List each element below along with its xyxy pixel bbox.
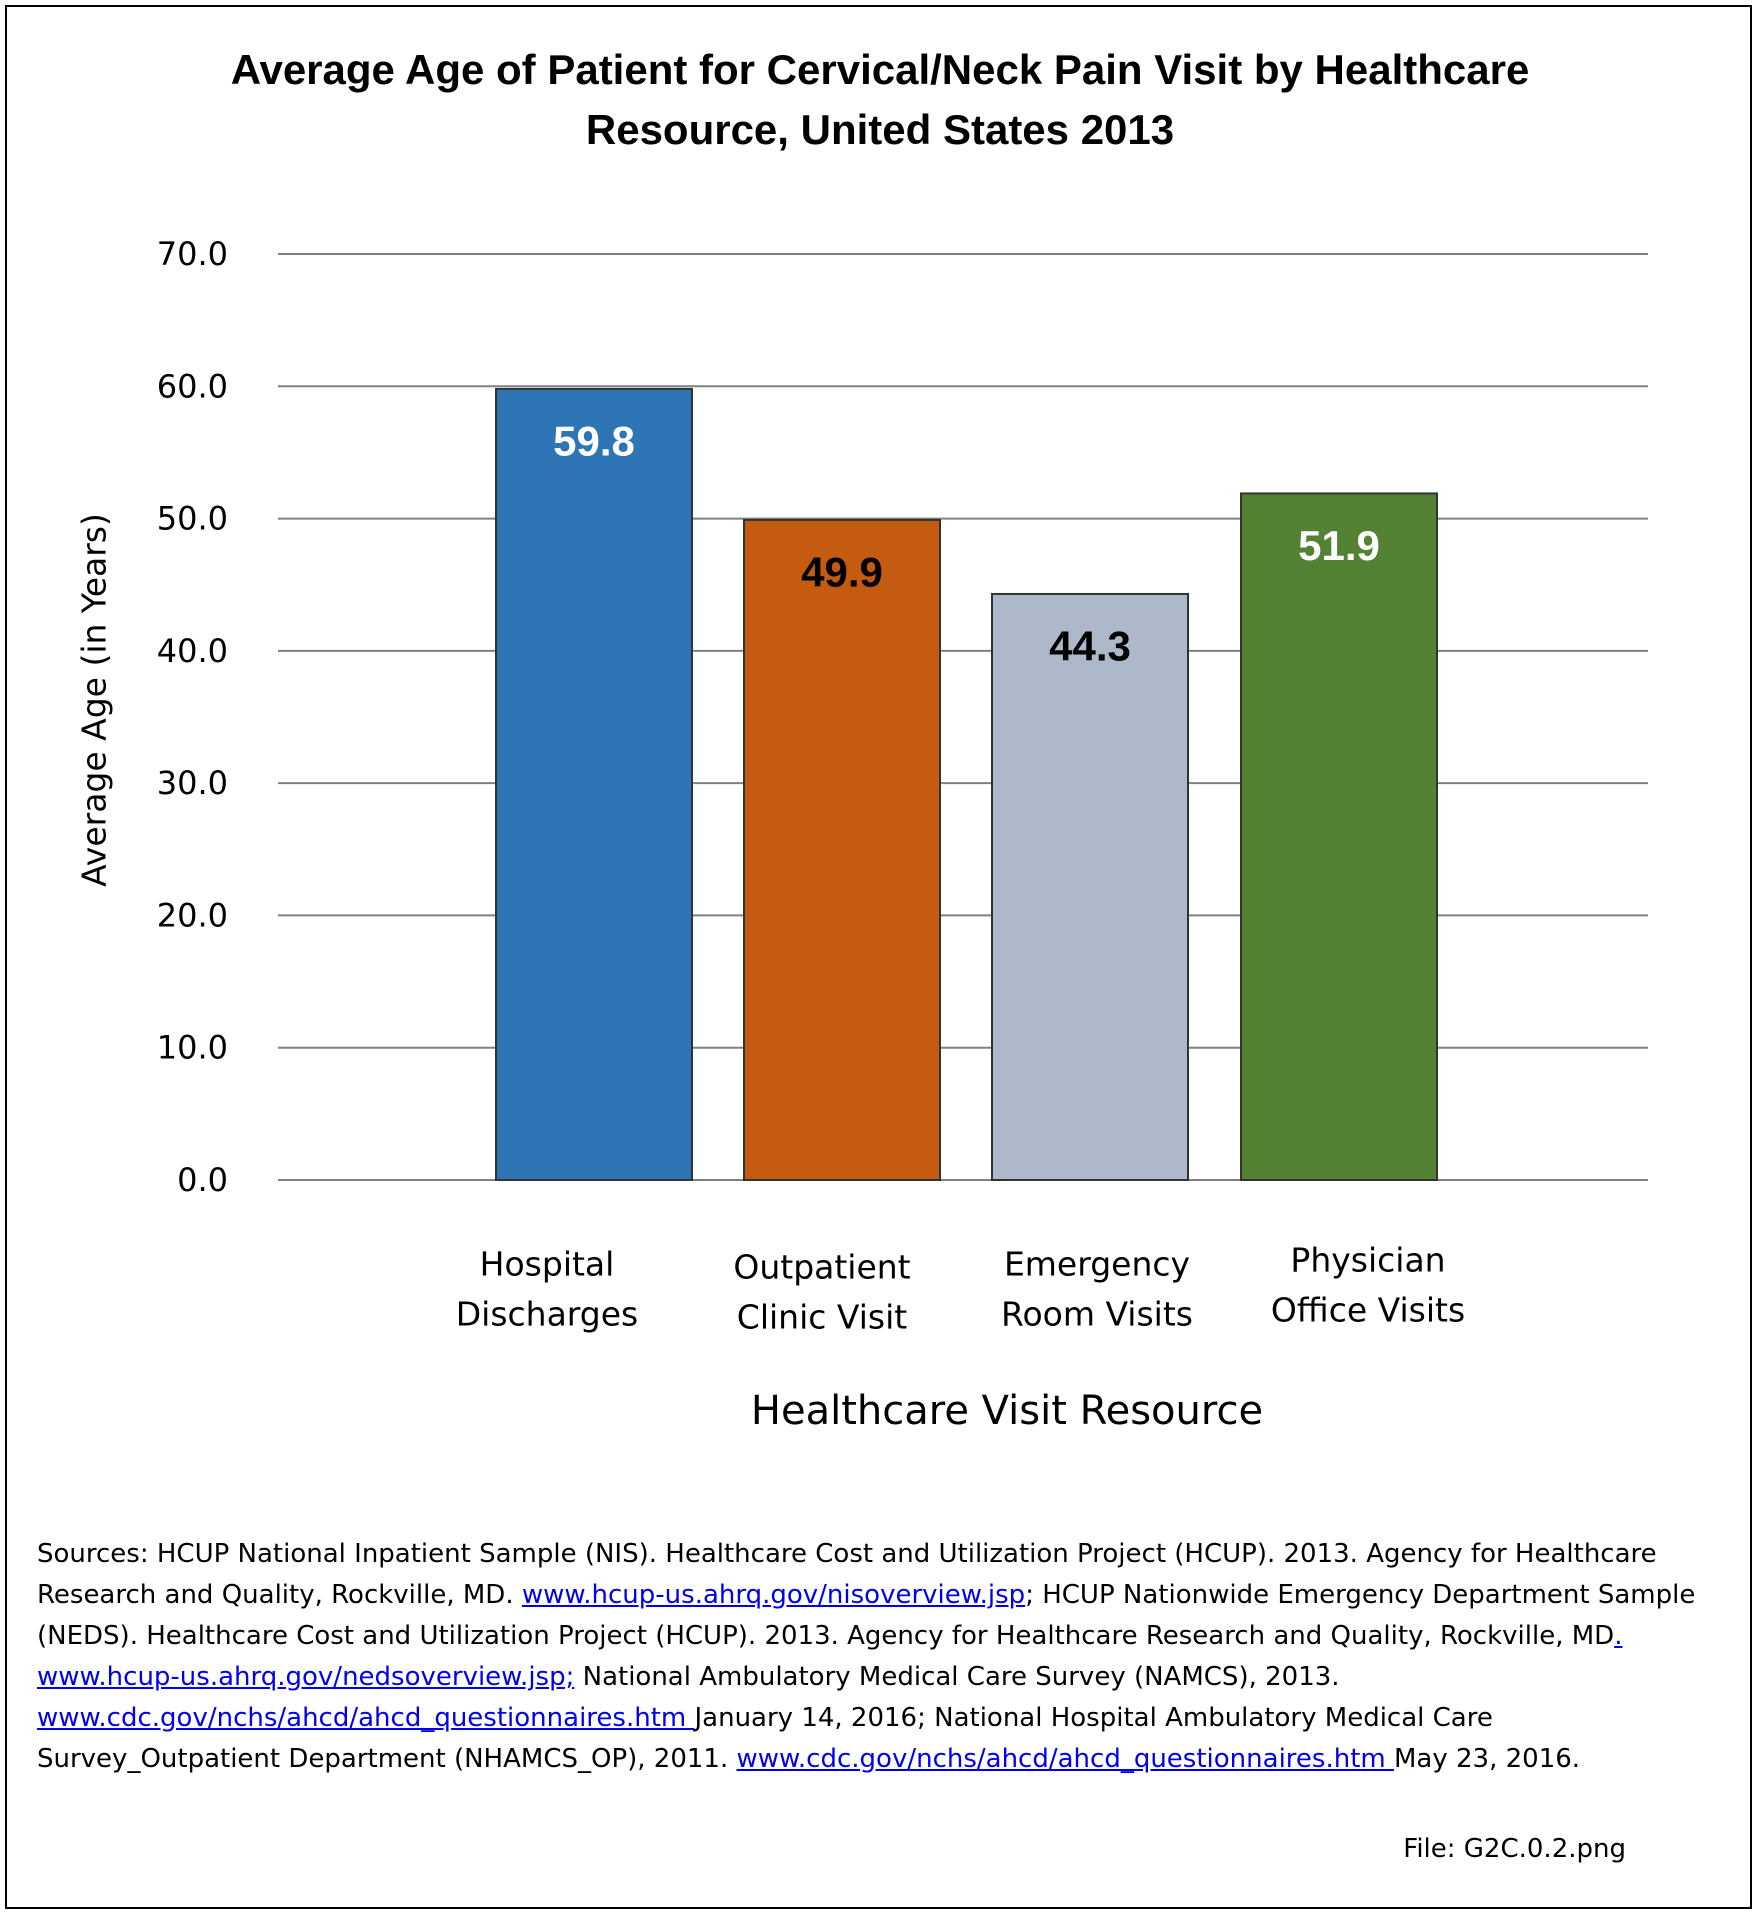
y-tick-label: 0.0 [177, 1161, 228, 1199]
file-label: File: G2C.0.2.png [1403, 1834, 1626, 1864]
bar-value-label: 49.9 [801, 548, 883, 596]
sources-link-nis[interactable]: www.hcup-us.ahrq.gov/nisoverview.jsp [521, 1580, 1026, 1610]
bar-value-label: 44.3 [1049, 622, 1131, 670]
sources-note [37, 1534, 1737, 1780]
x-category-label: Clinic Visit [736, 1297, 908, 1337]
y-tick-label: 50.0 [156, 499, 228, 538]
x-category-label: Emergency [1003, 1244, 1191, 1284]
bar-value-label: 51.9 [1298, 521, 1380, 569]
y-tick-label: 10.0 [156, 1028, 228, 1067]
y-tick-label: 20.0 [156, 896, 228, 935]
x-category-label: Discharges [455, 1294, 639, 1334]
sources-text-4: January 14, 2016; National Hospital Ambulatory Medical Care Survey_Outpatient Department (NHAMCS_OP), 2011. [37, 1703, 1493, 1774]
sources-link-neds[interactable]: . www.hcup-us.ahrq.gov/nedsoverview.jsp; [37, 1621, 1623, 1692]
x-category-label: Office Visits [1270, 1290, 1466, 1330]
sources-text-2: ; HCUP Nationwide Emergency Department Sample (NEDS). Healthcare Cost and Utilization Project (HCUP). 2013. Agency for Healthcare Research and Quality, Rockville, MD [37, 1580, 1696, 1651]
bar [1241, 493, 1437, 1180]
sources-text-5: May 23, 2016. [1393, 1744, 1581, 1774]
x-category-label: Room Visits [1001, 1294, 1193, 1334]
bar [992, 594, 1188, 1180]
sources-link-nhamcs[interactable]: www.cdc.gov/nchs/ahcd/ahcd_questionnaires.htm [736, 1744, 1394, 1774]
sources-text-1: Sources: HCUP National Inpatient Sample (NIS). Healthcare Cost and Utilization Project (HCUP). 2013. Agency for Healthcare Research and Quality, Rockville, MD. [37, 1539, 1657, 1610]
y-tick-label: 60.0 [156, 367, 228, 406]
y-axis-label: Average Age (in Years) [74, 513, 114, 887]
sources-text-3: National Ambulatory Medical Care Survey (NAMCS), 2013. [574, 1662, 1340, 1692]
x-category-label: Hospital [479, 1244, 615, 1284]
chart-title-line1: Average Age of Patient for Cervical/Neck Pain Visit by Healthcare [230, 46, 1530, 93]
y-tick-label: 40.0 [156, 631, 228, 670]
bar [496, 389, 692, 1180]
x-category-label: Outpatient [733, 1247, 911, 1287]
bar [744, 520, 940, 1180]
sources-link-namcs[interactable]: www.cdc.gov/nchs/ahcd/ahcd_questionnaires.htm [37, 1703, 695, 1733]
y-tick-label: 30.0 [156, 764, 228, 803]
x-category-label: Physician [1290, 1240, 1446, 1280]
x-axis-label: Healthcare Visit Resource [750, 1388, 1264, 1434]
bar-value-label: 59.8 [553, 417, 635, 465]
y-tick-label: 70.0 [156, 235, 228, 273]
chart-title-line2: Resource, United States 2013 [585, 106, 1175, 153]
